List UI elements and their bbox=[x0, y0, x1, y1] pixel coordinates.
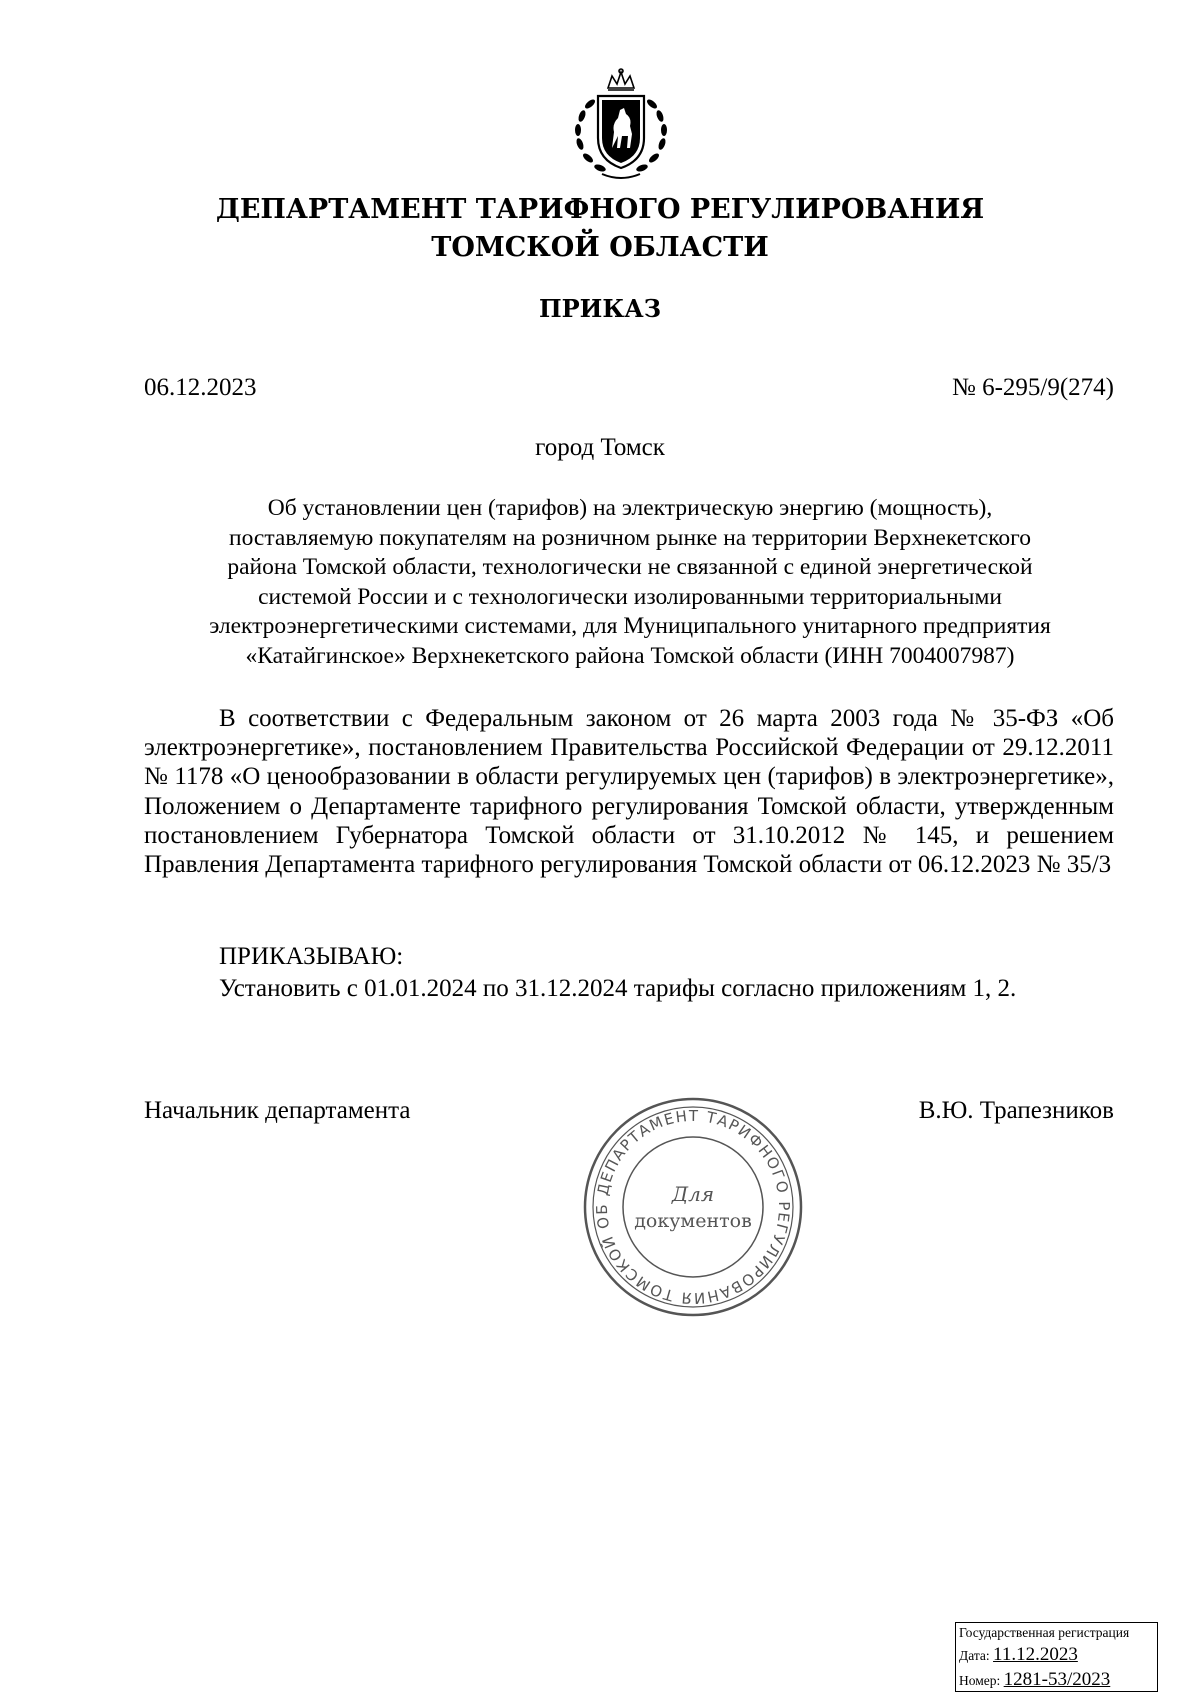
subject-line: электроэнергетическими системами, для Муниципального унитарного предприятия bbox=[209, 613, 1051, 639]
subject-line: Об установлении цен (тарифов) на электрическую энергию (мощность), bbox=[267, 495, 993, 521]
stamp-center-line1: Для bbox=[671, 1182, 715, 1206]
registration-box bbox=[955, 1622, 1158, 1692]
order-text: Установить с 01.01.2024 по 31.12.2024 тарифы согласно приложениям 1, 2. bbox=[219, 975, 1017, 1002]
department-name-line1: ДЕПАРТАМЕНТ ТАРИФНОГО РЕГУЛИРОВАНИЯ bbox=[215, 194, 985, 225]
subject-line: «Катайгинское» Верхнекетского района Томской области (ИНН 7004007987) bbox=[245, 642, 1015, 669]
order-subject bbox=[140, 494, 1120, 671]
registration-date-value: 11.12.2023 bbox=[993, 1644, 1078, 1665]
registration-number-row bbox=[959, 1669, 1154, 1691]
registration-date-row bbox=[959, 1644, 1154, 1666]
department-name-line2: ТОМСКОЙ ОБЛАСТИ bbox=[431, 232, 769, 263]
coat-of-arms-icon bbox=[568, 68, 674, 184]
registration-number-value: 1281-53/2023 bbox=[1003, 1669, 1111, 1690]
order-number: № 6-295/9(274) bbox=[951, 374, 1114, 401]
legal-basis bbox=[144, 704, 1114, 879]
stamp-ring-text: ДЕПАРТАМЕНТ ТАРИФНОГО РЕГУЛИРОВАНИЯ ТОМСКОЙ ОБ bbox=[592, 1106, 794, 1308]
order-city: город Томск bbox=[535, 434, 665, 461]
stamp-center-line2: документов bbox=[634, 1210, 752, 1232]
order-command: ПРИКАЗЫВАЮ: bbox=[219, 943, 404, 970]
registration-date-label: Дата: bbox=[959, 1648, 990, 1663]
subject-line: района Томской области, технологически не связанной с единой энергетической bbox=[227, 554, 1033, 580]
legal-basis-paragraph: В соответствии с Федеральным законом от 26 марта 2003 года № 35-ФЗ «Об электроэнергетике», постановлением Правительства Российской Федерации от 29.12.2011 № 1178 «О ценообразовании в области регулируемых цен (тарифов) в электроэнергетике», Положением о Департаменте тарифного регулирования Томской области, утвержденным постановлением Губернатора Томской области от 31.10.2012 № 145, и решением Правления Департамента тарифного регулирования Томской области от 06.12.2023 № 35/3 bbox=[144, 705, 1114, 879]
document-type: ПРИКАЗ bbox=[538, 294, 662, 323]
signatory-position: Начальник департамента bbox=[144, 1097, 411, 1124]
subject-line: поставляемую покупателям на розничном рынке на территории Верхнекетского bbox=[229, 524, 1031, 551]
registration-title: Государственная регистрация bbox=[959, 1625, 1130, 1640]
signatory-name: В.Ю. Трапезников bbox=[918, 1097, 1114, 1124]
subject-line: системой России и с технологически изолированными территориальными bbox=[258, 583, 1002, 610]
registration-number-label: Номер: bbox=[959, 1673, 1001, 1688]
order-date: 06.12.2023 bbox=[144, 374, 257, 401]
official-stamp bbox=[582, 1096, 804, 1318]
